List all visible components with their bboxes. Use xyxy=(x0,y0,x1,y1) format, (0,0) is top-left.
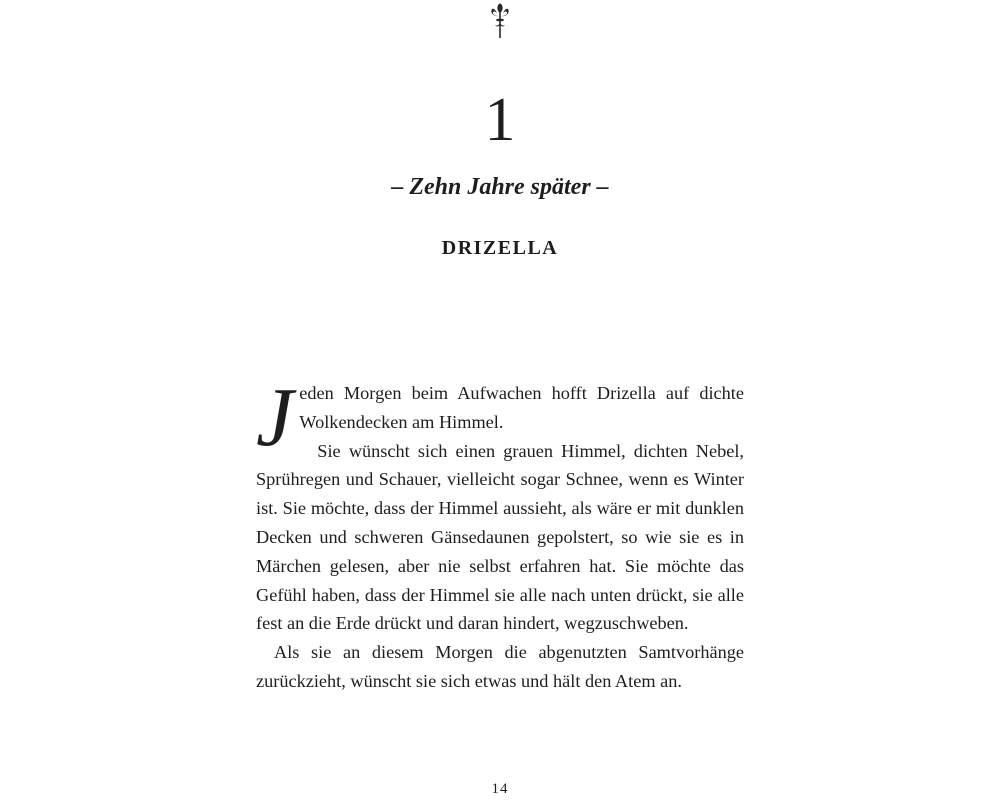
chapter-subtitle: – Zehn Jahre später – xyxy=(391,174,609,200)
page-number: 14 xyxy=(491,781,509,797)
pov-character-name: DRIZELLA xyxy=(441,237,559,259)
chapter-body xyxy=(256,371,744,696)
paragraph-2: Sie wünscht sich einen grauen Himmel, dichten Nebel, Sprühregen und Schauer, vielleicht sogar Schnee, wenn es Winter ist. Sie möchte, dass der Himmel aussieht, als wäre er mit dunklen Decken und schweren Gänsedaunen gepolstert, so wie sie es in Märchen gelesen, aber nie selbst erfahren hat. Sie möchte das Gefühl haben, dass der Himmel sie alle nach unten drückt, sie alle fest an die Erde drückt und daran hindert, wegzuschweben. xyxy=(256,440,744,634)
paragraph-1-text: eden Morgen beim Aufwachen hofft Drizella auf dichte Wolkendecken am Himmel. xyxy=(299,383,744,432)
dropcap: J xyxy=(256,371,294,464)
paragraph-1 xyxy=(256,371,744,464)
chapter-number: 1 xyxy=(484,86,516,154)
fleur-ornament-icon xyxy=(486,0,514,40)
paragraph-3: Als sie an diesem Morgen die abgenutzten Samtvorhänge zurückzieht, wünscht sie sich etwas und hält den Atem an. xyxy=(256,642,744,691)
